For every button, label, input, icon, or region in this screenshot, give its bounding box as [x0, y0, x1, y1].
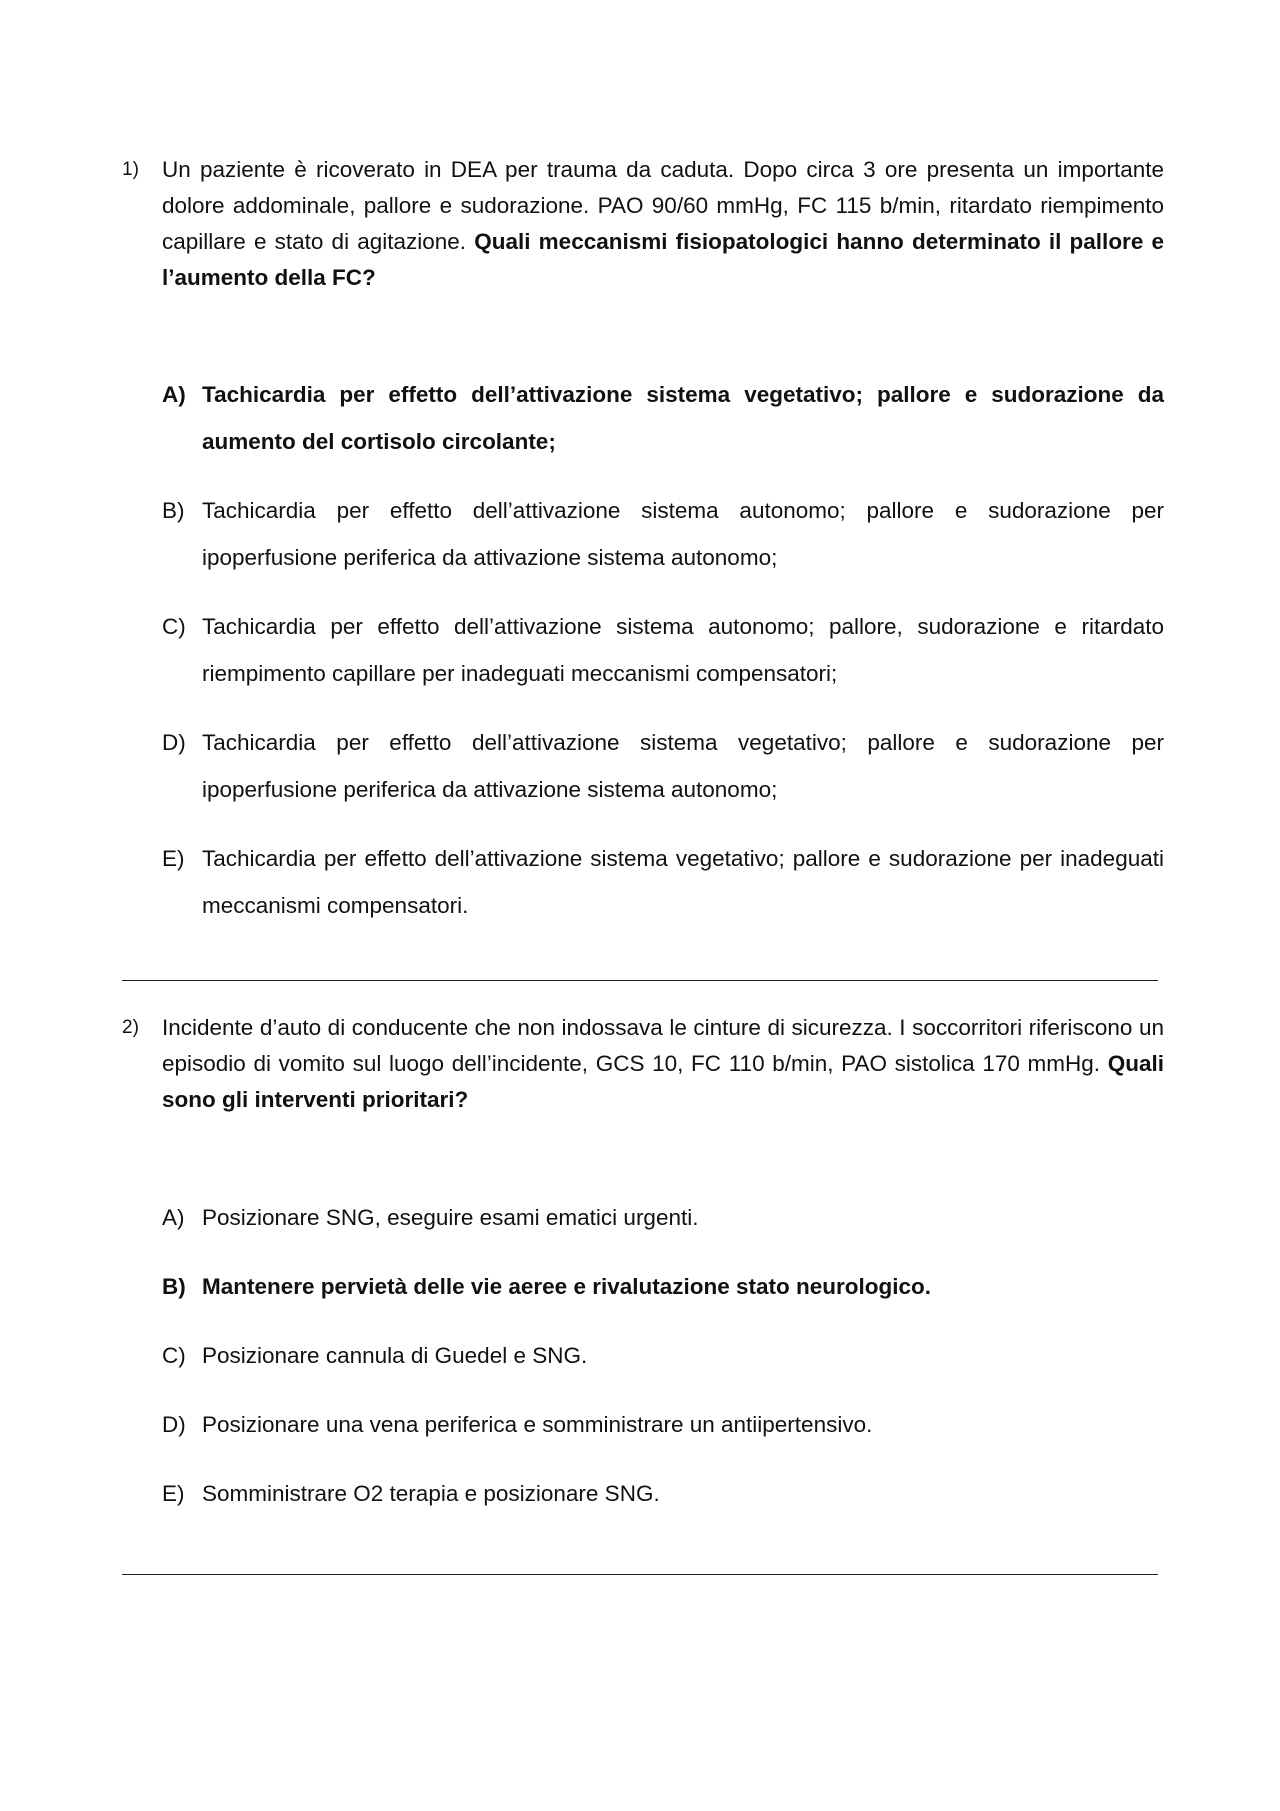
answer-options-1 — [162, 371, 1164, 951]
option-text: Tachicardia per effetto dell’attivazione sistema vegetativo; pallore e sudorazione da aumento del cortisolo circolante; — [202, 382, 1164, 454]
option-text: Tachicardia per effetto dell’attivazione sistema autonomo; pallore, sudorazione e ritardato riempimento capillare per inadeguati meccanismi compensatori; — [202, 614, 1164, 686]
answer-option-c — [162, 603, 1164, 697]
option-letter: A) — [162, 382, 186, 407]
option-letter: B) — [162, 1274, 186, 1299]
option-letter: D) — [162, 1412, 186, 1437]
question-2 — [122, 1010, 1164, 1118]
question-stem-text: Incidente d’auto di conducente che non indossava le cinture di sicurezza. I soccorritori riferiscono un episodio di vomito sul luogo dell’incidente, GCS 10, FC 110 b/min, PAO sistolica 170 mmHg. — [162, 1015, 1164, 1076]
option-letter: C) — [162, 614, 186, 639]
option-text: Tachicardia per effetto dell’attivazione sistema vegetativo; pallore e sudorazione per inadeguati meccanismi compensatori. — [202, 846, 1164, 918]
option-text: Somministrare O2 terapia e posizionare SNG. — [202, 1481, 660, 1506]
answer-options-2 — [162, 1200, 1164, 1545]
option-letter: E) — [162, 846, 185, 871]
option-text: Posizionare SNG, eseguire esami ematici urgenti. — [202, 1205, 699, 1230]
answer-option-b — [162, 487, 1164, 581]
question-1 — [122, 152, 1164, 296]
answer-option-d — [162, 719, 1164, 813]
option-letter: B) — [162, 498, 185, 523]
answer-option-b — [162, 1269, 1164, 1305]
option-text: Posizionare cannula di Guedel e SNG. — [202, 1343, 588, 1368]
answer-option-a — [162, 1200, 1164, 1236]
answer-option-e — [162, 1476, 1164, 1512]
option-letter: D) — [162, 730, 186, 755]
option-letter: C) — [162, 1343, 186, 1368]
separator-line — [122, 1574, 1158, 1575]
option-text: Posizionare una vena periferica e somministrare un antiipertensivo. — [202, 1412, 873, 1437]
answer-option-d — [162, 1407, 1164, 1443]
option-text: Tachicardia per effetto dell’attivazione sistema vegetativo; pallore e sudorazione per ipoperfusione periferica da attivazione sistema autonomo; — [202, 730, 1164, 802]
question-stem-text: Un paziente è ricoverato in DEA per trauma da caduta. Dopo circa 3 ore presenta un importante dolore addominale, pallore e sudorazione. PAO 90/60 mmHg, FC 115 b/min, ritardato riempimento capillare e stato di agitazione. — [162, 157, 1164, 254]
option-letter: A) — [162, 1205, 185, 1230]
question-number: 2) — [122, 1017, 139, 1038]
answer-option-c — [162, 1338, 1164, 1374]
question-number: 1) — [122, 159, 139, 180]
option-text: Tachicardia per effetto dell’attivazione sistema autonomo; pallore e sudorazione per ipoperfusione periferica da attivazione sistema autonomo; — [202, 498, 1164, 570]
question-stem-prompt: Quali meccanismi fisiopatologici hanno determinato il pallore e l’aumento della FC? — [162, 229, 1164, 290]
question-stem-prompt: Quali sono gli interventi prioritari? — [162, 1051, 1164, 1112]
question-stem — [162, 1010, 1164, 1118]
answer-option-a — [162, 371, 1164, 465]
option-letter: E) — [162, 1481, 185, 1506]
question-stem — [162, 152, 1164, 296]
option-text: Mantenere pervietà delle vie aeree e rivalutazione stato neurologico. — [202, 1274, 932, 1299]
separator-line — [122, 980, 1158, 981]
answer-option-e — [162, 835, 1164, 929]
